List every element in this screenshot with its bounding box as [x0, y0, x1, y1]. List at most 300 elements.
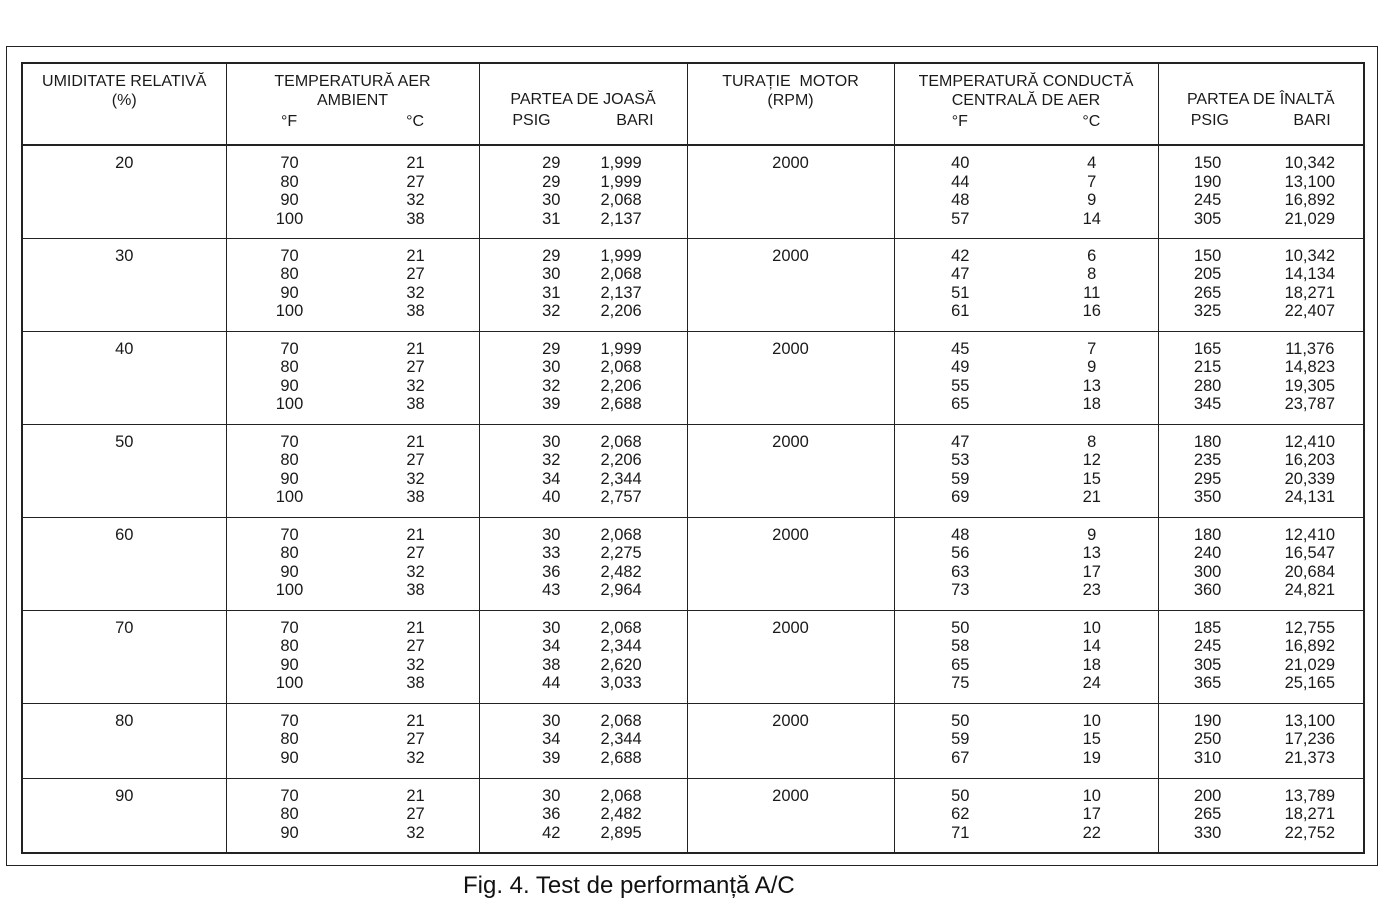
cell-rpm — [687, 331, 894, 424]
low-psig-value: 30 — [542, 618, 561, 637]
low-bari-value: 2,482 — [600, 805, 642, 823]
cell-high-side — [1158, 238, 1364, 331]
duct-f-value: 42 — [951, 246, 970, 265]
cell-low-side — [479, 331, 687, 424]
cell-ambient — [226, 331, 479, 424]
low-psig-value: 34 — [542, 469, 561, 488]
cell-low-side — [479, 424, 687, 517]
ambient-c-value: 32 — [406, 376, 425, 395]
duct-f-value: 50 — [951, 786, 970, 805]
cell-high-side — [1158, 145, 1364, 238]
duct-c-value: 9 — [1087, 191, 1097, 209]
ambient-c-value: 27 — [406, 544, 425, 562]
duct-c-value: 21 — [1082, 488, 1101, 506]
low-psig-value: 29 — [542, 154, 561, 172]
rpm-value: 2000 — [772, 432, 809, 451]
table-row — [22, 145, 1364, 238]
duct-c-value: 16 — [1082, 302, 1101, 320]
header-high-side — [1158, 63, 1364, 145]
duct-f-value: 59 — [951, 730, 970, 748]
ambient-f-value: 70 — [280, 786, 299, 805]
low-psig-value: 32 — [542, 451, 561, 469]
cell-rpm — [687, 703, 894, 778]
cell-high-side — [1158, 610, 1364, 703]
duct-c-value: 10 — [1082, 711, 1101, 730]
duct-f-value: 55 — [951, 376, 970, 395]
duct-f-value: 69 — [951, 488, 970, 506]
rpm-value: 2000 — [772, 154, 809, 172]
ambient-c-value: 32 — [406, 469, 425, 488]
rpm-value: 2000 — [772, 525, 809, 544]
duct-f-value: 48 — [951, 191, 970, 209]
high-bari-value: 14,823 — [1284, 358, 1336, 376]
duct-f-value: 65 — [951, 395, 970, 413]
low-psig-value: 29 — [542, 172, 561, 191]
high-bari-value: 22,752 — [1284, 823, 1336, 842]
ambient-f-value: 100 — [275, 302, 304, 320]
high-psig-value: 300 — [1193, 562, 1222, 581]
cell-duct — [894, 610, 1158, 703]
rpm-value: 2000 — [772, 786, 809, 805]
duct-c-value: 14 — [1082, 209, 1101, 228]
low-bari-value: 2,482 — [600, 562, 642, 581]
cell-duct — [894, 145, 1158, 238]
ambient-f-value: 70 — [280, 432, 299, 451]
header-ambient-title: TEMPERATURĂ AER — [274, 73, 431, 90]
high-bari-value: 18,271 — [1284, 805, 1336, 823]
high-bari-value: 16,547 — [1284, 544, 1336, 562]
duct-f-value: 47 — [951, 265, 970, 283]
humidity-value: 70 — [115, 618, 134, 637]
high-psig-value: 345 — [1193, 395, 1222, 413]
cell-rpm — [687, 517, 894, 610]
high-bari-value: 16,203 — [1284, 451, 1336, 469]
low-psig-value: 32 — [542, 302, 561, 320]
cell-humidity — [22, 331, 226, 424]
cell-rpm — [687, 424, 894, 517]
high-psig-value: 280 — [1193, 376, 1222, 395]
cell-low-side — [479, 703, 687, 778]
ambient-f-value: 90 — [280, 823, 299, 842]
high-bari-value: 11,376 — [1285, 339, 1335, 358]
header-duct-unit-f: °F — [951, 113, 968, 130]
cell-humidity — [22, 703, 226, 778]
high-psig-value: 235 — [1193, 451, 1222, 469]
low-bari-value: 2,068 — [600, 525, 642, 544]
table-row — [22, 517, 1364, 610]
cell-high-side — [1158, 517, 1364, 610]
ambient-f-value: 90 — [280, 655, 299, 674]
table-row — [22, 238, 1364, 331]
duct-f-value: 50 — [951, 618, 970, 637]
duct-f-value: 71 — [951, 823, 970, 842]
low-bari-value: 2,757 — [600, 488, 642, 506]
high-bari-value: 21,029 — [1284, 655, 1336, 674]
high-bari-value: 20,339 — [1284, 469, 1336, 488]
high-psig-value: 295 — [1193, 469, 1222, 488]
duct-c-value: 22 — [1082, 823, 1101, 842]
low-bari-value: 2,620 — [600, 655, 642, 674]
duct-f-value: 53 — [951, 451, 970, 469]
duct-c-value: 4 — [1087, 154, 1097, 172]
low-psig-value: 44 — [542, 674, 561, 692]
cell-ambient — [226, 517, 479, 610]
header-row — [22, 63, 1364, 145]
high-psig-value: 325 — [1193, 302, 1222, 320]
high-bari-value: 24,131 — [1284, 488, 1336, 506]
low-psig-value: 30 — [542, 525, 561, 544]
duct-f-value: 61 — [951, 302, 970, 320]
figure-caption: Fig. 4. Test de performanță A/C — [463, 872, 795, 899]
cell-low-side — [479, 517, 687, 610]
low-psig-value: 29 — [542, 246, 561, 265]
ambient-f-value: 90 — [280, 283, 299, 302]
duct-c-value: 15 — [1082, 469, 1101, 488]
ambient-f-value: 90 — [280, 191, 299, 209]
table-row — [22, 331, 1364, 424]
cell-high-side — [1158, 703, 1364, 778]
low-bari-value: 2,068 — [600, 432, 642, 451]
duct-c-value: 19 — [1082, 748, 1101, 767]
header-duct-unit-c: °C — [1082, 113, 1101, 130]
low-bari-value: 3,033 — [600, 674, 642, 692]
duct-f-value: 49 — [951, 358, 970, 376]
low-bari-value: 2,068 — [600, 786, 642, 805]
low-psig-value: 29 — [542, 339, 561, 358]
high-bari-value: 10,342 — [1284, 154, 1336, 172]
duct-f-value: 67 — [951, 748, 970, 767]
ambient-f-value: 100 — [275, 395, 304, 413]
ambient-f-value: 100 — [275, 674, 304, 692]
high-psig-value: 205 — [1193, 265, 1222, 283]
high-psig-value: 180 — [1193, 525, 1222, 544]
duct-c-value: 13 — [1082, 544, 1101, 562]
rpm-value: 2000 — [772, 246, 809, 265]
high-bari-value: 17,236 — [1284, 730, 1336, 748]
duct-f-value: 57 — [951, 209, 970, 228]
header-high-unit-psig: PSIG — [1190, 112, 1229, 129]
high-psig-value: 215 — [1193, 358, 1222, 376]
low-bari-value: 2,068 — [600, 618, 642, 637]
high-bari-value: 10,342 — [1284, 246, 1336, 265]
header-humidity-unit: (%) — [111, 92, 137, 109]
low-psig-value: 36 — [542, 562, 561, 581]
humidity-value: 20 — [115, 154, 134, 172]
ambient-f-value: 100 — [275, 488, 304, 506]
humidity-value: 30 — [115, 246, 134, 265]
low-bari-value: 2,137 — [600, 283, 642, 302]
cell-high-side — [1158, 331, 1364, 424]
high-bari-value: 21,029 — [1284, 209, 1336, 228]
low-psig-value: 43 — [542, 581, 561, 599]
ambient-f-value: 80 — [280, 358, 299, 376]
rpm-value: 2000 — [772, 711, 809, 730]
header-ambient-subtitle: AMBIENT — [316, 92, 389, 109]
cell-ambient — [226, 778, 479, 853]
high-psig-value: 190 — [1193, 172, 1222, 191]
cell-ambient — [226, 424, 479, 517]
cell-humidity — [22, 424, 226, 517]
high-bari-value: 25,165 — [1284, 674, 1336, 692]
humidity-value: 40 — [115, 339, 134, 358]
high-psig-value: 265 — [1193, 283, 1222, 302]
humidity-value: 60 — [115, 525, 134, 544]
high-bari-value: 13,789 — [1284, 786, 1336, 805]
duct-c-value: 17 — [1082, 805, 1101, 823]
header-ambient-unit-c: °C — [406, 113, 425, 130]
ambient-f-value: 70 — [280, 525, 299, 544]
ambient-c-value: 21 — [406, 618, 425, 637]
low-psig-value: 42 — [542, 823, 561, 842]
duct-f-value: 48 — [951, 525, 970, 544]
cell-low-side — [479, 145, 687, 238]
duct-f-value: 50 — [951, 711, 970, 730]
high-bari-value: 16,892 — [1284, 637, 1336, 655]
cell-rpm — [687, 145, 894, 238]
table-row — [22, 424, 1364, 517]
duct-c-value: 14 — [1082, 637, 1101, 655]
duct-c-value: 10 — [1082, 618, 1101, 637]
duct-f-value: 56 — [951, 544, 970, 562]
high-psig-value: 240 — [1193, 544, 1222, 562]
duct-c-value: 6 — [1087, 246, 1097, 265]
duct-f-value: 65 — [951, 655, 970, 674]
low-bari-value: 1,999 — [600, 172, 642, 191]
duct-f-value: 45 — [951, 339, 970, 358]
header-rpm-title: TURAȚIE MOTOR — [722, 73, 859, 90]
ambient-f-value: 80 — [280, 451, 299, 469]
high-psig-value: 265 — [1193, 805, 1222, 823]
cell-low-side — [479, 238, 687, 331]
ambient-f-value: 80 — [280, 172, 299, 191]
low-bari-value: 1,999 — [600, 154, 642, 172]
low-bari-value: 2,068 — [600, 358, 642, 376]
cell-humidity — [22, 238, 226, 331]
duct-c-value: 8 — [1087, 265, 1097, 283]
high-bari-value: 13,100 — [1284, 711, 1336, 730]
ambient-c-value: 21 — [406, 711, 425, 730]
ambient-c-value: 21 — [406, 246, 425, 265]
cell-high-side — [1158, 424, 1364, 517]
ambient-c-value: 32 — [406, 191, 425, 209]
low-psig-value: 31 — [542, 283, 561, 302]
high-psig-value: 150 — [1193, 246, 1222, 265]
cell-humidity — [22, 778, 226, 853]
performance-table — [21, 62, 1365, 854]
low-bari-value: 2,206 — [600, 302, 642, 320]
high-psig-value: 250 — [1193, 730, 1222, 748]
ambient-f-value: 70 — [280, 339, 299, 358]
cell-duct — [894, 424, 1158, 517]
duct-c-value: 7 — [1087, 339, 1097, 358]
ambient-f-value: 90 — [280, 562, 299, 581]
high-psig-value: 305 — [1193, 209, 1222, 228]
header-ambient-unit-f: °F — [280, 113, 298, 130]
ambient-c-value: 27 — [406, 358, 425, 376]
ambient-f-value: 80 — [280, 544, 299, 562]
duct-f-value: 62 — [951, 805, 970, 823]
ambient-c-value: 38 — [406, 395, 425, 413]
low-psig-value: 30 — [542, 786, 561, 805]
cell-duct — [894, 778, 1158, 853]
header-rpm-unit: (RPM) — [767, 92, 814, 109]
duct-f-value: 73 — [951, 581, 970, 599]
ambient-f-value: 80 — [280, 265, 299, 283]
low-bari-value: 2,068 — [600, 265, 642, 283]
ambient-c-value: 38 — [406, 209, 425, 228]
duct-c-value: 23 — [1082, 581, 1101, 599]
low-psig-value: 30 — [542, 432, 561, 451]
high-psig-value: 185 — [1193, 618, 1222, 637]
ambient-c-value: 32 — [406, 655, 425, 674]
high-psig-value: 350 — [1193, 488, 1222, 506]
header-low-title: PARTEA DE JOASĂ — [510, 91, 656, 108]
low-psig-value: 33 — [542, 544, 561, 562]
duct-c-value: 9 — [1087, 358, 1097, 376]
ambient-c-value: 21 — [406, 786, 425, 805]
table-row — [22, 778, 1364, 853]
low-bari-value: 2,344 — [600, 469, 642, 488]
ambient-c-value: 38 — [406, 302, 425, 320]
duct-c-value: 8 — [1087, 432, 1097, 451]
ambient-f-value: 80 — [280, 805, 299, 823]
cell-low-side — [479, 778, 687, 853]
ambient-f-value: 80 — [280, 637, 299, 655]
high-bari-value: 18,271 — [1284, 283, 1336, 302]
cell-duct — [894, 703, 1158, 778]
cell-duct — [894, 238, 1158, 331]
ambient-c-value: 32 — [406, 562, 425, 581]
cell-humidity — [22, 517, 226, 610]
rpm-value: 2000 — [772, 339, 809, 358]
low-bari-value: 2,964 — [600, 581, 642, 599]
high-bari-value: 16,892 — [1284, 191, 1336, 209]
ambient-f-value: 70 — [280, 154, 299, 172]
high-psig-value: 180 — [1193, 432, 1222, 451]
low-bari-value: 1,999 — [600, 339, 642, 358]
duct-f-value: 44 — [951, 172, 970, 191]
duct-c-value: 24 — [1082, 674, 1101, 692]
header-rpm — [687, 63, 894, 145]
duct-c-value: 9 — [1087, 525, 1097, 544]
high-bari-value: 12,755 — [1284, 618, 1336, 637]
ambient-f-value: 90 — [280, 748, 299, 767]
cell-ambient — [226, 703, 479, 778]
cell-high-side — [1158, 778, 1364, 853]
cell-rpm — [687, 610, 894, 703]
duct-c-value: 17 — [1082, 562, 1101, 581]
humidity-value: 50 — [115, 432, 134, 451]
duct-f-value: 63 — [951, 562, 970, 581]
low-psig-value: 30 — [542, 265, 561, 283]
duct-c-value: 18 — [1082, 395, 1101, 413]
ambient-c-value: 27 — [406, 451, 425, 469]
high-bari-value: 19,305 — [1284, 376, 1336, 395]
cell-rpm — [687, 778, 894, 853]
humidity-value: 90 — [115, 786, 134, 805]
table-row — [22, 703, 1364, 778]
ambient-f-value: 70 — [280, 711, 299, 730]
cell-duct — [894, 331, 1158, 424]
duct-f-value: 47 — [951, 432, 970, 451]
table-row — [22, 610, 1364, 703]
low-psig-value: 34 — [542, 730, 561, 748]
header-low-unit-bari: BARI — [616, 112, 654, 129]
high-psig-value: 305 — [1193, 655, 1222, 674]
ambient-f-value: 80 — [280, 730, 299, 748]
ambient-f-value: 70 — [280, 246, 299, 265]
high-bari-value: 24,821 — [1284, 581, 1336, 599]
low-psig-value: 30 — [542, 358, 561, 376]
high-psig-value: 365 — [1193, 674, 1222, 692]
high-bari-value: 14,134 — [1284, 265, 1336, 283]
cell-duct — [894, 517, 1158, 610]
high-bari-value: 22,407 — [1284, 302, 1336, 320]
humidity-value: 80 — [115, 711, 134, 730]
low-bari-value: 2,344 — [600, 637, 642, 655]
high-bari-value: 23,787 — [1284, 395, 1336, 413]
low-bari-value: 2,688 — [600, 748, 642, 767]
ambient-c-value: 32 — [406, 823, 425, 842]
high-psig-value: 150 — [1193, 154, 1222, 172]
cell-ambient — [226, 145, 479, 238]
header-low-side — [479, 63, 687, 145]
high-bari-value: 21,373 — [1284, 748, 1336, 767]
low-bari-value: 2,137 — [600, 209, 642, 228]
low-psig-value: 30 — [542, 711, 561, 730]
ambient-c-value: 27 — [406, 805, 425, 823]
high-psig-value: 330 — [1193, 823, 1222, 842]
ambient-f-value: 70 — [280, 618, 299, 637]
high-bari-value: 12,410 — [1284, 525, 1336, 544]
ambient-f-value: 100 — [275, 209, 304, 228]
high-bari-value: 13,100 — [1284, 172, 1336, 191]
header-high-unit-bari: BARI — [1293, 112, 1331, 129]
low-bari-value: 2,068 — [600, 711, 642, 730]
high-bari-value: 12,410 — [1284, 432, 1336, 451]
ambient-f-value: 90 — [280, 469, 299, 488]
duct-f-value: 40 — [951, 154, 970, 172]
ambient-c-value: 21 — [406, 525, 425, 544]
header-high-title: PARTEA DE ÎNALTĂ — [1186, 91, 1335, 108]
low-psig-value: 40 — [542, 488, 561, 506]
ambient-c-value: 27 — [406, 172, 425, 191]
header-humidity — [22, 63, 226, 145]
ambient-f-value: 100 — [275, 581, 304, 599]
duct-c-value: 12 — [1082, 451, 1101, 469]
duct-f-value: 51 — [951, 283, 970, 302]
low-psig-value: 31 — [542, 209, 561, 228]
duct-c-value: 18 — [1082, 655, 1101, 674]
duct-c-value: 10 — [1082, 786, 1101, 805]
ambient-c-value: 21 — [406, 432, 425, 451]
duct-f-value: 59 — [951, 469, 970, 488]
ambient-c-value: 32 — [406, 283, 425, 302]
low-bari-value: 2,895 — [600, 823, 642, 842]
ambient-c-value: 21 — [406, 154, 425, 172]
header-low-unit-psig: PSIG — [512, 112, 551, 129]
ambient-c-value: 38 — [406, 581, 425, 599]
low-psig-value: 36 — [542, 805, 561, 823]
low-bari-value: 2,206 — [600, 376, 642, 395]
duct-c-value: 11 — [1083, 283, 1101, 302]
high-psig-value: 200 — [1193, 786, 1222, 805]
low-bari-value: 2,688 — [600, 395, 642, 413]
cell-ambient — [226, 610, 479, 703]
low-psig-value: 39 — [542, 748, 561, 767]
duct-c-value: 13 — [1082, 376, 1101, 395]
low-bari-value: 2,344 — [600, 730, 642, 748]
